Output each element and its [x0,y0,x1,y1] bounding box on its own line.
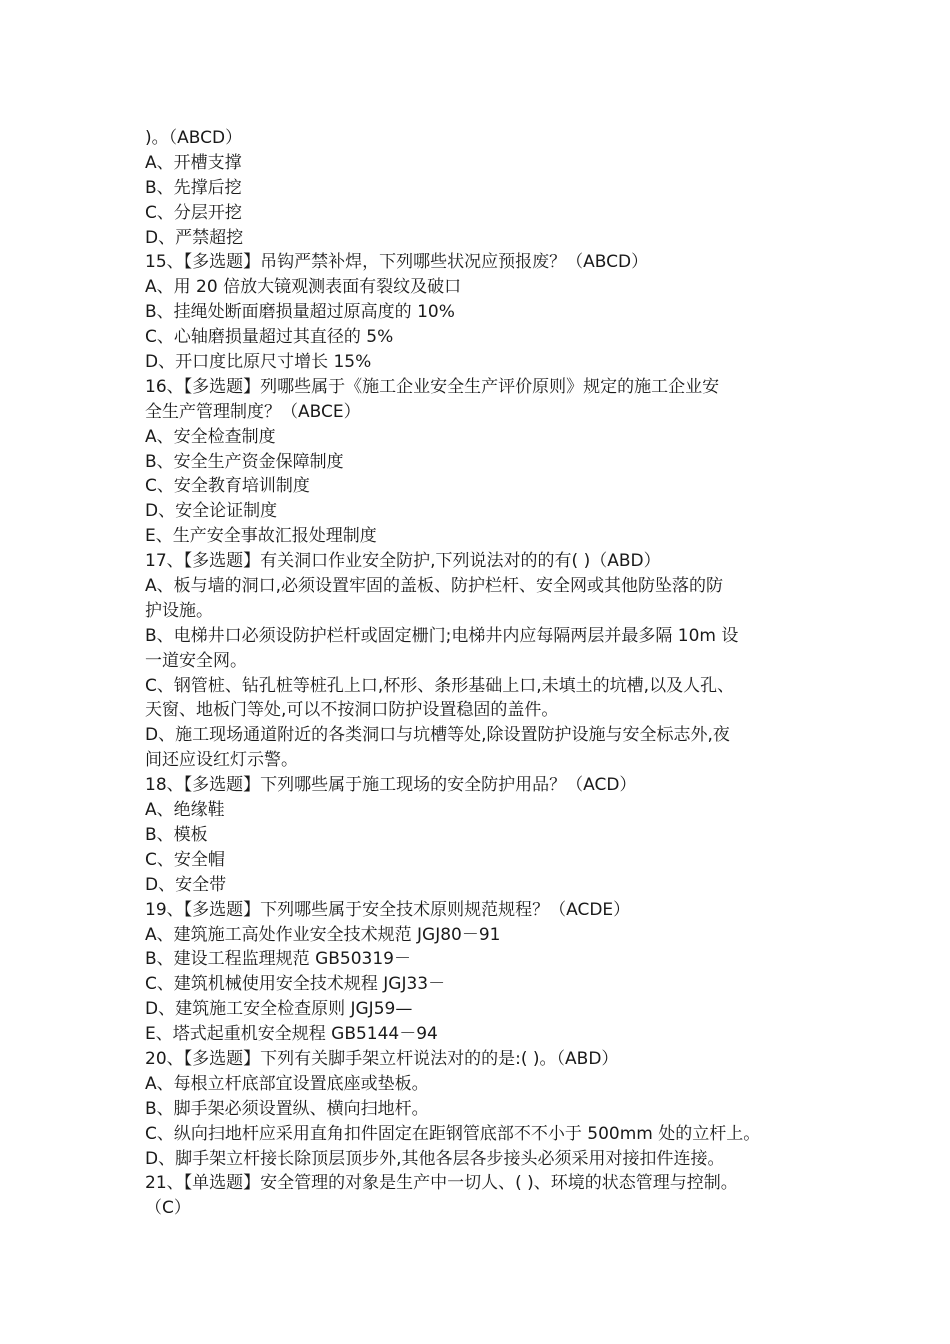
option-line: C、安全帽 [145,849,225,870]
option-line: D、施工现场通道附近的各类洞口与坑槽等处,除设置防护设施与安全标志外,夜 [145,725,730,746]
option-line: 一道安全网。 [145,650,247,671]
answer-line: （C） [145,1198,191,1219]
option-line: 护设施。 [145,600,213,621]
option-line: A、板与墙的洞口,必须设置牢固的盖板、防护栏杆、安全网或其他防坠落的防 [145,576,724,597]
question-line: 17、【多选题】有关洞口作业安全防护,下列说法对的的有( )（ABD） [145,551,661,572]
option-line: D、脚手架立杆接长除顶层顶步外,其他各层各步接头必须采用对接扣件连接。 [145,1148,725,1169]
option-line: C、心轴磨损量超过其直径的 5% [145,327,394,348]
option-line: B、电梯井口必须设防护栏杆或固定栅门;电梯井内应每隔两层并最多隔 10m 设 [145,625,739,646]
option-line: D、建筑施工安全检查原则 JGJ59— [145,999,413,1020]
option-line: D、开口度比原尺寸增长 15% [145,352,372,373]
option-line: E、塔式起重机安全规程 GB5144－94 [145,1024,438,1045]
question-line: 15、【多选题】吊钩严禁补焊，下列哪些状况应预报废？（ABCD） [145,252,649,273]
option-line: C、安全教育培训制度 [145,476,310,497]
option-line: B、模板 [145,824,208,845]
question-line: 18、【多选题】下列哪些属于施工现场的安全防护用品？（ACD） [145,775,637,796]
option-line: D、严禁超挖 [145,227,244,248]
question-line: 16、【多选题】列哪些属于《施工企业安全生产评价原则》规定的施工企业安 [145,376,720,397]
option-line: D、安全论证制度 [145,501,278,522]
option-line: B、安全生产资金保障制度 [145,451,344,472]
option-line: E、生产安全事故汇报处理制度 [145,526,377,547]
option-line: A、用 20 倍放大镜观测表面有裂纹及破口 [145,277,462,298]
question-text-block [145,126,825,1221]
option-line: C、分层开挖 [145,202,242,223]
option-line: B、先撑后挖 [145,177,242,198]
option-line: 间还应设红灯示警。 [145,750,298,771]
option-line: A、建筑施工高处作业安全技术规范 JGJ80－91 [145,924,501,945]
option-line: C、建筑机械使用安全技术规程 JGJ33－ [145,974,446,995]
option-line: A、开槽支撑 [145,152,242,173]
option-line: 天窗、地板门等处,可以不按洞口防护设置稳固的盖件。 [145,700,559,721]
option-line: C、纵向扫地杆应采用直角扣件固定在距钢管底部不不小于 500mm 处的立杆上。 [145,1123,761,1144]
option-line: A、绝缘鞋 [145,800,225,821]
option-line: B、脚手架必须设置纵、横向扫地杆。 [145,1098,429,1119]
option-line: C、钢管桩、钻孔桩等桩孔上口,杯形、条形基础上口,未填土的坑槽,以及人孔、 [145,675,735,696]
option-line: D、安全带 [145,874,227,895]
question-line: 21、【单选题】安全管理的对象是生产中一切人、( )、环境的状态管理与控制。 [145,1173,738,1194]
text-line: )。（ABCD） [145,128,243,148]
option-line: A、每根立杆底部宜设置底座或垫板。 [145,1073,429,1094]
question-line: 全生产管理制度？（ABCE） [145,401,361,422]
option-line: A、安全检查制度 [145,426,276,447]
option-line: B、挂绳处断面磨损量超过原高度的 10% [145,302,455,323]
question-line: 19、【多选题】下列哪些属于安全技术原则规范规程？（ACDE） [145,899,631,920]
option-line: B、建设工程监理规范 GB50319－ [145,949,411,970]
question-line: 20、【多选题】下列有关脚手架立杆说法对的的是:( )。（ABD） [145,1048,619,1069]
